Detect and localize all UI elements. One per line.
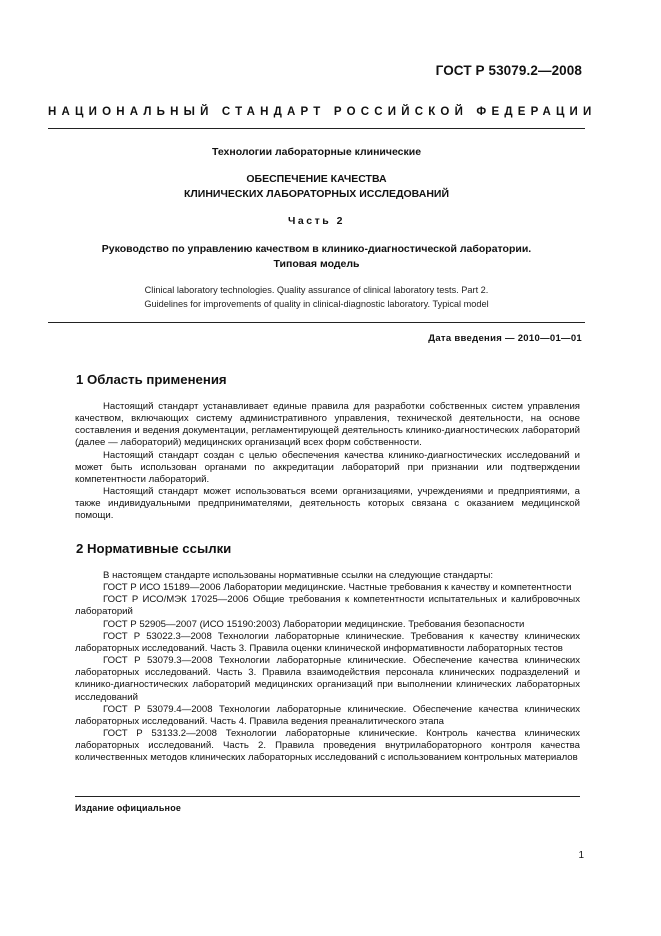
section-1-body	[75, 401, 580, 523]
top-divider	[48, 128, 585, 129]
main-title-line-2: КЛИНИЧЕСКИХ ЛАБОРАТОРНЫХ ИССЛЕДОВАНИЙ	[184, 188, 449, 200]
reference-item: ГОСТ Р 53133.2—2008 Технологии лабораторные клинические. Контроль качества клинических лабораторных исследований. Часть 2. Правила проведения внутрилабораторного контроля качества количественных методов клинических лабораторных исследований с использованием контрольных материалов	[75, 728, 580, 764]
reference-item: ГОСТ Р ИСО/МЭК 17025—2006 Общие требования к компетентности испытательных и калибровочных лабораторий	[75, 594, 580, 618]
reference-item: ГОСТ Р 52905—2007 (ИСО 15190:2003) Лаборатории медицинские. Требования безопасности	[103, 618, 525, 630]
reference-item: ГОСТ Р 53079.3—2008 Технологии лабораторные клинические. Обеспечение качества клинических лабораторных исследований. Часть 3. Правила взаимодействия персонала клинических подразделений и клинико-диагностических лабораторий медицинских организаций при выполнении клинических лабораторных исследований	[75, 655, 580, 703]
section-1-paragraph: Настоящий стандарт создан с целью обеспечения качества клинико-диагностических исследований и может быть использован органами по аккредитации лабораторий при признании или подтверждении компетентности лабораторий.	[75, 449, 580, 485]
page-number: 1	[578, 850, 584, 861]
section-1-title: 1 Область применения	[76, 372, 227, 387]
reference-item: ГОСТ Р 53022.3—2008 Технологии лабораторные клинические. Требования к качеству клинических лабораторных исследований. Часть 3. Правила оценки клинической информативности лабораторных тестов	[75, 630, 580, 654]
english-title-line-2: Guidelines for improvements of quality in clinical-diagnostic laboratory. Typical model	[144, 299, 489, 309]
section-1-paragraph: Настоящий стандарт устанавливает единые правила для разработки собственных систем управления качеством, включающих систему административного управления, технической деятельности, на основе составления и ведения документации, регламентирующей деятельность клинико-диагностических лабораторий (далее — лабораторий) медицинских организаций всех форм собственности.	[75, 401, 580, 449]
reference-item: ГОСТ Р ИСО 15189—2006 Лаборатории медицинские. Частные требования к качеству и компетентности	[103, 582, 572, 594]
official-edition-label: Издание официальное	[75, 803, 182, 813]
document-code: ГОСТ Р 53079.2—2008	[435, 63, 582, 78]
reference-item: ГОСТ Р 53079.4—2008 Технологии лабораторные клинические. Обеспечение качества клинических лабораторных исследований. Часть 4. Правила ведения преаналитического этапа	[75, 703, 580, 727]
section-2-paragraph: В настоящем стандарте использованы нормативные ссылки на следующие стандарты:	[103, 570, 494, 581]
section-2-body	[75, 570, 580, 765]
part-label: Часть 2	[288, 215, 345, 227]
section-1-paragraph: Настоящий стандарт может использоваться всеми организациями, учреждениями и предприятиями, а также индивидуальными предпринимателями, деятельность которых связана с оказанием медицинской помощи.	[75, 486, 580, 522]
main-title-line-1: ОБЕСПЕЧЕНИЕ КАЧЕСТВА	[246, 173, 387, 185]
subtitle-line-1: Руководство по управлению качеством в клинико-диагностической лаборатории.	[101, 243, 532, 255]
title-divider	[48, 322, 585, 323]
introduction-date: Дата введения — 2010—01—01	[428, 333, 582, 344]
standard-header: НАЦИОНАЛЬНЫЙ СТАНДАРТ РОССИЙСКОЙ ФЕДЕРАЦИИ	[48, 106, 597, 118]
series-title: Технологии лабораторные клинические	[211, 146, 422, 158]
english-title-line-1: Clinical laboratory technologies. Quality assurance of clinical laboratory tests. Part 2.	[144, 285, 489, 295]
footer-divider	[75, 796, 580, 797]
section-2-title: 2 Нормативные ссылки	[76, 541, 232, 556]
subtitle-line-2: Типовая модель	[273, 258, 360, 270]
